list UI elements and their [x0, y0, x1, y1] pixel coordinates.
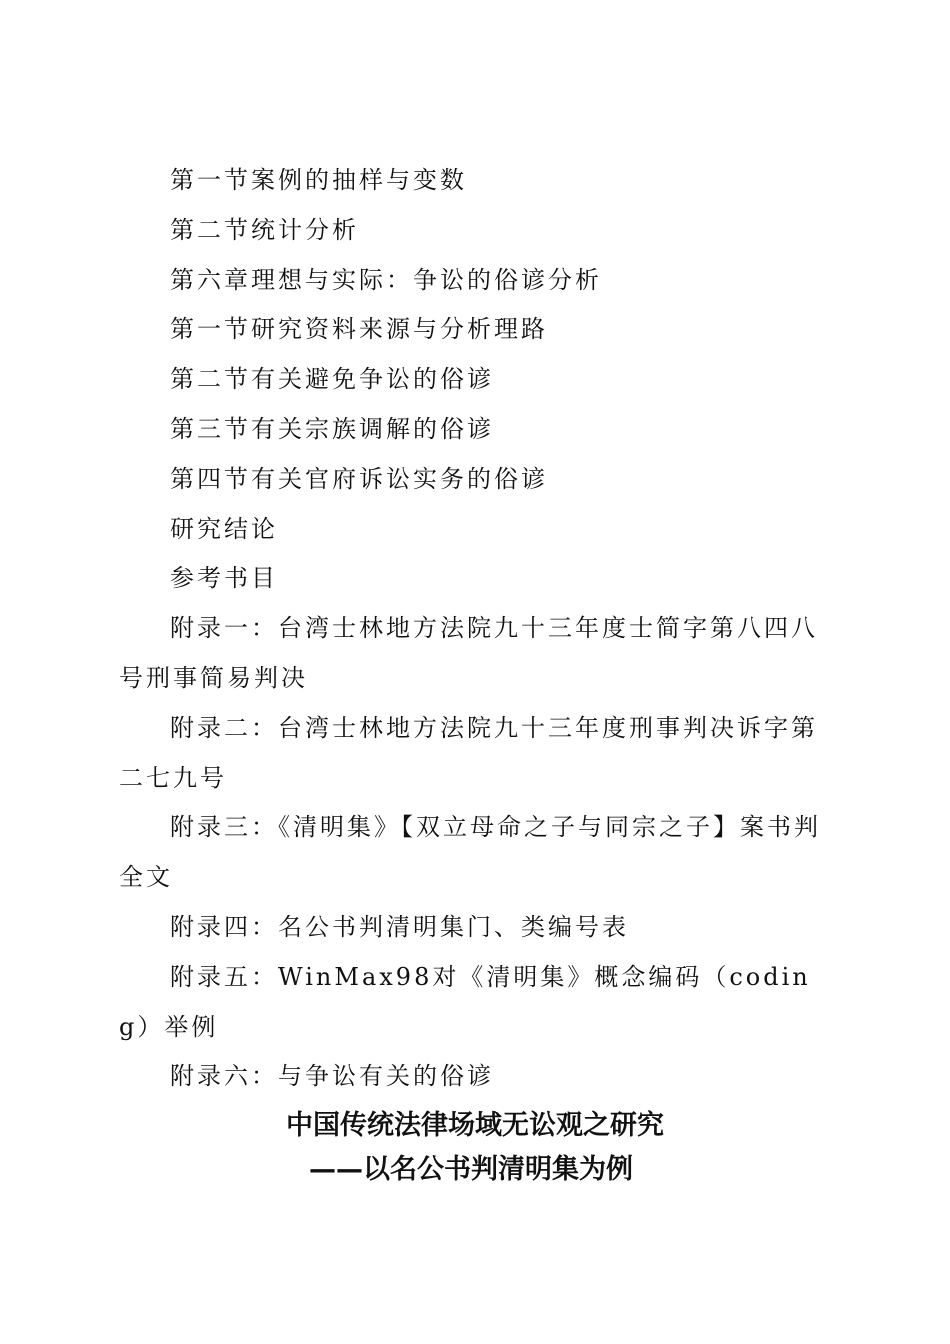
thesis-subtitle: ——以名公书判清明集为例 [309, 1154, 633, 1185]
toc-entry: 附录三：《清明集》【双立母命之子与同宗之子】案书判全文 [119, 813, 821, 892]
table-of-contents [119, 156, 835, 1102]
toc-entry: 第二节有关避免争讼的俗谚 [170, 365, 494, 394]
toc-entry: 附录六：与争讼有关的俗谚 [170, 1062, 494, 1091]
toc-entry: 第四节有关官府诉讼实务的俗谚 [170, 464, 548, 493]
toc-entry: 附录五：WinMax98对《清明集》概念编码（coding）举例 [119, 962, 811, 1041]
toc-entry: 附录二：台湾士林地方法院九十三年度刑事判决诉字第二七九号 [119, 713, 818, 792]
toc-entry: 附录四：名公书判清明集门、类编号表 [170, 912, 629, 941]
toc-entry: 第三节有关宗族调解的俗谚 [170, 414, 494, 443]
toc-entry: 第六章理想与实际：争讼的俗谚分析 [170, 265, 602, 294]
toc-entry: 第一节案例的抽样与变数 [170, 166, 467, 194]
toc-entry: 第一节研究资料来源与分析理路 [170, 315, 548, 344]
toc-entry: 附录一：台湾士林地方法院九十三年度士简字第八四八号刑事简易判决 [119, 614, 818, 692]
thesis-title-block [0, 1104, 950, 1192]
toc-entry: 研究结论 [170, 514, 278, 543]
toc-entry: 参考书目 [170, 564, 278, 593]
toc-entry: 第二节统计分析 [170, 215, 359, 244]
thesis-title: 中国传统法律场域无讼观之研究 [286, 1110, 664, 1141]
